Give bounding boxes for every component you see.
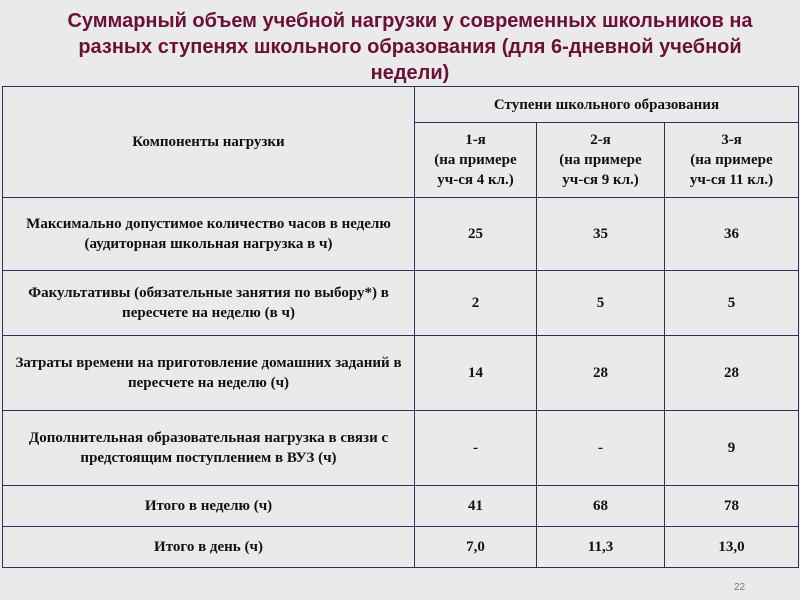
row-value: 28	[665, 336, 799, 411]
table-row	[3, 271, 799, 336]
load-table	[2, 86, 799, 568]
row-value: 5	[665, 271, 799, 336]
stage-example: (на примере	[690, 152, 773, 168]
stage-name: 2-я	[590, 132, 611, 148]
row-label: Затраты времени на приготовление домашних заданий в пересчете на неделю (ч)	[3, 336, 415, 411]
row-value: 36	[665, 198, 799, 271]
table-row	[3, 198, 799, 271]
row-value: 28	[537, 336, 665, 411]
row-label: Факультативы (обязательные занятия по выбору*) в пересчете на неделю (в ч)	[3, 271, 415, 336]
row-value: 2	[415, 271, 537, 336]
components-header: Компоненты нагрузки	[3, 87, 415, 198]
stage-header-3	[665, 123, 799, 198]
table-row-total-week	[3, 486, 799, 527]
row-label: Дополнительная образовательная нагрузка в связи с предстоящим поступлением в ВУЗ (ч)	[3, 411, 415, 486]
table-header-row	[3, 87, 799, 123]
row-value: 41	[415, 486, 537, 527]
row-value: 25	[415, 198, 537, 271]
row-value: 68	[537, 486, 665, 527]
stage-name: 1-я	[465, 132, 486, 148]
row-value: -	[415, 411, 537, 486]
stage-class: уч-ся 9 кл.)	[562, 172, 639, 188]
stage-example: (на примере	[434, 152, 517, 168]
row-label: Итого в неделю (ч)	[3, 486, 415, 527]
stage-class: уч-ся 11 кл.)	[689, 172, 774, 188]
stage-header-1	[415, 123, 537, 198]
row-value: 11,3	[537, 527, 665, 568]
row-value: 9	[665, 411, 799, 486]
row-value: 13,0	[665, 527, 799, 568]
row-value: 7,0	[415, 527, 537, 568]
stage-name: 3-я	[721, 132, 742, 148]
table-row-total-day	[3, 527, 799, 568]
stage-class: уч-ся 4 кл.)	[437, 172, 514, 188]
row-value: 5	[537, 271, 665, 336]
page-number: 22	[734, 582, 746, 593]
stages-header: Ступени школьного образования	[415, 87, 799, 123]
row-value: 35	[537, 198, 665, 271]
stage-header-2	[537, 123, 665, 198]
slide-title: Суммарный объем учебной нагрузки у современных школьников на разных ступенях школьного образования (для 6-дневной учебной недели)	[67, 10, 753, 84]
row-value: 78	[665, 486, 799, 527]
stage-example: (на примере	[559, 152, 642, 168]
row-label: Итого в день (ч)	[3, 527, 415, 568]
table-row	[3, 336, 799, 411]
row-value: 14	[415, 336, 537, 411]
table-row	[3, 411, 799, 486]
row-value: -	[537, 411, 665, 486]
row-label: Максимально допустимое количество часов в неделю (аудиторная школьная нагрузка в ч)	[3, 198, 415, 271]
